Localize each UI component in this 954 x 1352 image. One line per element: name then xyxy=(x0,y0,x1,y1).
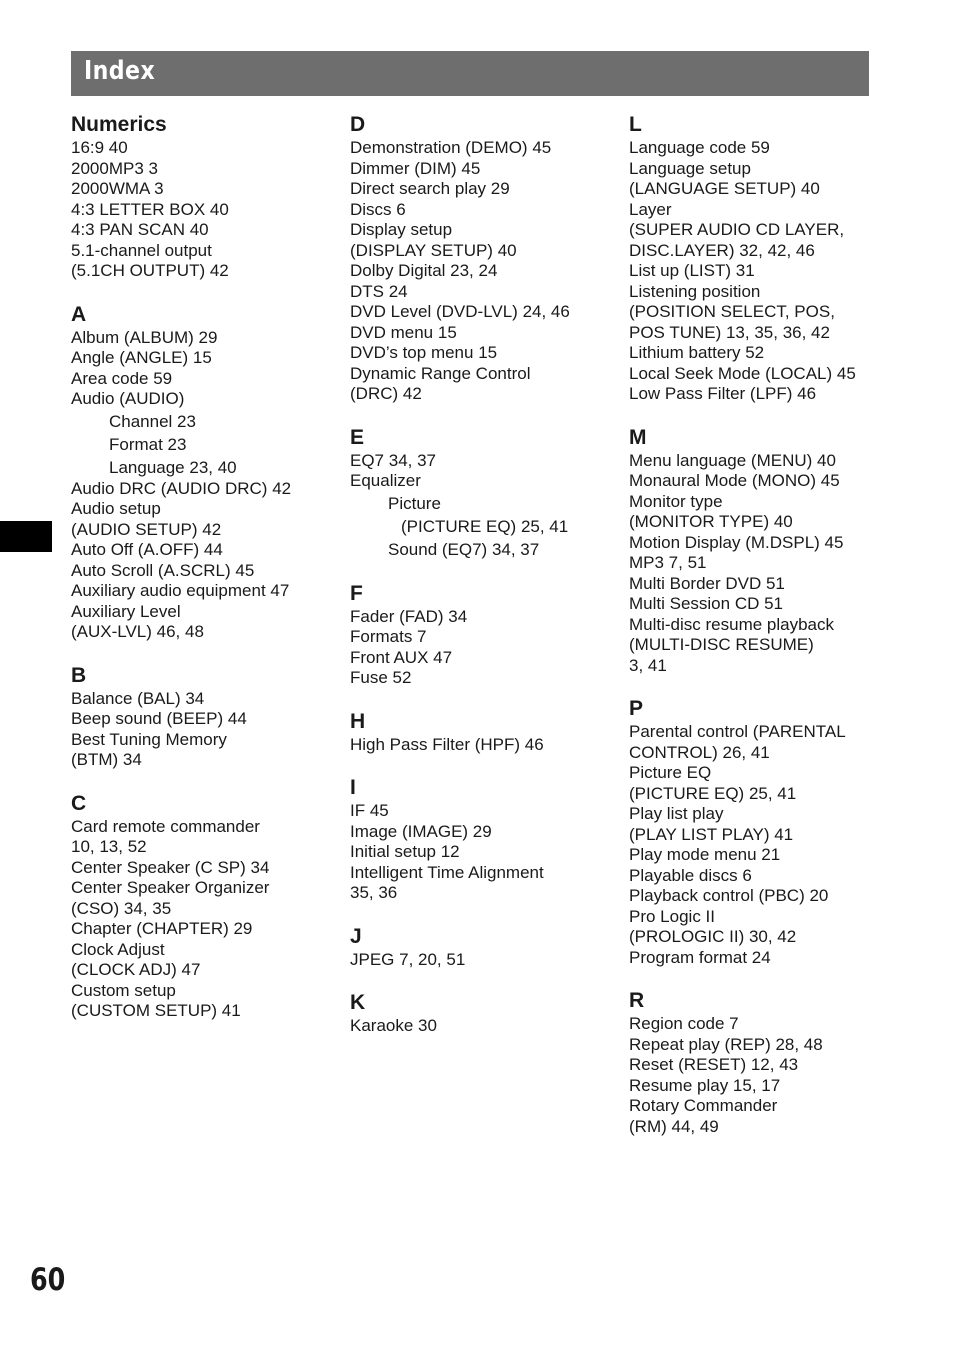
index-entry: (CUSTOM SETUP) 41 xyxy=(71,1001,241,1020)
section-heading: L xyxy=(629,113,642,136)
section-heading: H xyxy=(350,709,366,733)
index-entry: 4:3 LETTER BOX 40 xyxy=(71,199,229,219)
index-entry: MP3 7, 51 xyxy=(629,553,707,572)
index-entry: Equalizer xyxy=(350,471,421,490)
index-entry: Center Speaker Organizer xyxy=(71,878,270,897)
section-heading: R xyxy=(629,989,645,1012)
index-entry: Audio setup xyxy=(71,499,161,518)
index-entry: 10, 13, 52 xyxy=(71,837,147,856)
index-entry: DVD Level (DVD-LVL) 24, 46 xyxy=(350,302,570,321)
index-entry: Dynamic Range Control xyxy=(350,363,531,383)
index-entry: Low Pass Filter (LPF) 46 xyxy=(629,384,817,403)
section-heading: F xyxy=(350,581,363,605)
index-entry: Area code 59 xyxy=(71,368,173,388)
index-subentry: Picture xyxy=(388,493,441,513)
index-entry: Listening position xyxy=(629,281,761,301)
index-entry: Region code 7 xyxy=(629,1014,739,1033)
index-entry: Demonstration (DEMO) 45 xyxy=(350,138,552,157)
index-entry: EQ7 34, 37 xyxy=(350,450,437,470)
index-entry: Auto Off (A.OFF) 44 xyxy=(71,540,223,559)
index-entry: Audio DRC (AUDIO DRC) 42 xyxy=(71,478,292,498)
index-entry: Multi Session CD 51 xyxy=(629,594,784,613)
index-entry: Playable discs 6 xyxy=(629,865,752,885)
index-entry: Card remote commander xyxy=(71,816,260,836)
index-entry: Pro Logic II xyxy=(629,906,715,926)
index-entry: Beep sound (BEEP) 44 xyxy=(71,709,247,728)
page-number: 60 xyxy=(30,1262,66,1298)
index-entry: (MONITOR TYPE) 40 xyxy=(629,512,793,531)
index-entry: Formats 7 xyxy=(350,627,427,646)
index-entry: Direct search play 29 xyxy=(350,179,510,198)
index-entry: DTS 24 xyxy=(350,281,408,301)
index-entry: CONTROL) 26, 41 xyxy=(629,742,770,762)
index-section xyxy=(350,112,620,405)
index-entry: Play list play xyxy=(629,804,724,823)
index-entry: Auxiliary audio equipment 47 xyxy=(71,581,290,600)
index-entry: Clock Adjust xyxy=(71,939,165,959)
index-entry: (PROLOGIC II) 30, 42 xyxy=(629,927,797,946)
index-entry: Angle (ANGLE) 15 xyxy=(71,348,212,367)
index-section xyxy=(350,924,620,971)
index-section xyxy=(71,302,341,643)
index-entry: (DRC) 42 xyxy=(350,384,422,403)
index-section xyxy=(350,425,620,561)
index-entry: Display setup xyxy=(350,220,453,239)
index-entry: Multi Border DVD 51 xyxy=(629,573,785,593)
index-entry: (CLOCK ADJ) 47 xyxy=(71,960,201,979)
index-entry: Discs 6 xyxy=(350,199,406,219)
index-subentry: Language 23, 40 xyxy=(109,457,237,477)
index-section xyxy=(71,112,341,282)
index-entry: Multi-disc resume playback xyxy=(629,614,835,634)
index-section xyxy=(71,663,341,771)
index-subentry: (PICTURE EQ) 25, 41 xyxy=(401,516,569,536)
index-section xyxy=(350,990,620,1037)
index-entry: 4:3 PAN SCAN 40 xyxy=(71,220,209,239)
index-entry: Monitor type xyxy=(629,491,723,511)
index-entry: Playback control (PBC) 20 xyxy=(629,886,829,905)
index-section xyxy=(350,775,620,904)
index-entry: High Pass Filter (HPF) 46 xyxy=(350,734,544,754)
section-heading: P xyxy=(629,697,644,720)
index-entry: (LANGUAGE SETUP) 40 xyxy=(629,179,820,198)
index-entry: Reset (RESET) 12, 43 xyxy=(629,1055,799,1074)
index-entry: Lithium battery 52 xyxy=(629,343,765,362)
index-entry: Chapter (CHAPTER) 29 xyxy=(71,919,253,938)
index-entry: (SUPER AUDIO CD LAYER, xyxy=(629,220,845,239)
index-entry: Karaoke 30 xyxy=(350,1016,437,1035)
index-entry: Menu language (MENU) 40 xyxy=(629,450,836,470)
index-entry: DVD’s top menu 15 xyxy=(350,343,498,362)
index-entry: Image (IMAGE) 29 xyxy=(350,821,492,841)
index-entry: Center Speaker (C SP) 34 xyxy=(71,857,270,877)
index-entry: DVD menu 15 xyxy=(350,322,457,342)
index-entry: Album (ALBUM) 29 xyxy=(71,327,218,347)
index-entry: Dimmer (DIM) 45 xyxy=(350,158,481,178)
index-section xyxy=(629,425,879,677)
index-entry: Motion Display (M.DSPL) 45 xyxy=(629,532,844,552)
index-entry: Dolby Digital 23, 24 xyxy=(350,261,498,280)
section-thumb-tab xyxy=(0,521,52,552)
index-entry: Custom setup xyxy=(71,980,176,1000)
index-entry: (CSO) 34, 35 xyxy=(71,898,172,918)
section-heading: E xyxy=(350,425,365,449)
index-entry: (MULTI-DISC RESUME) xyxy=(629,635,814,654)
index-entry: List up (LIST) 31 xyxy=(629,261,755,280)
index-section xyxy=(350,709,620,756)
section-heading: K xyxy=(350,991,366,1014)
index-entry: 2000WMA 3 xyxy=(71,179,164,198)
index-entry: (RM) 44, 49 xyxy=(629,1116,719,1136)
index-entry: (5.1CH OUTPUT) 42 xyxy=(71,261,229,280)
index-subentry: Sound (EQ7) 34, 37 xyxy=(388,539,540,559)
index-entry: Fuse 52 xyxy=(350,668,412,687)
index-entry: 35, 36 xyxy=(350,883,398,902)
index-entry: Picture EQ xyxy=(629,763,712,782)
index-entry: IF 45 xyxy=(350,801,389,820)
index-entry: DISC.LAYER) 32, 42, 46 xyxy=(629,240,815,260)
section-heading: D xyxy=(350,113,366,136)
index-entry: Intelligent Time Alignment xyxy=(350,862,544,882)
index-entry: (PICTURE EQ) 25, 41 xyxy=(629,783,797,803)
index-entry: JPEG 7, 20, 51 xyxy=(350,949,466,969)
index-entry: Resume play 15, 17 xyxy=(629,1075,781,1095)
section-heading: C xyxy=(71,791,87,815)
index-section xyxy=(629,696,879,968)
index-entry: 5.1-channel output xyxy=(71,240,212,260)
index-entry: Repeat play (REP) 28, 48 xyxy=(629,1034,823,1054)
page-title: Index xyxy=(84,56,156,86)
index-entry: Language code 59 xyxy=(629,138,770,157)
index-entry: (DISPLAY SETUP) 40 xyxy=(350,240,517,260)
index-entry: POS TUNE) 13, 35, 36, 42 xyxy=(629,322,830,342)
section-heading: M xyxy=(629,425,647,449)
index-subentry: Format 23 xyxy=(109,434,187,454)
index-section xyxy=(71,791,341,1022)
index-column-2 xyxy=(350,112,620,1057)
index-entry: Language setup xyxy=(629,158,751,178)
index-entry: 16:9 40 xyxy=(71,138,128,157)
index-section xyxy=(350,581,620,689)
index-entry: Local Seek Mode (LOCAL) 45 xyxy=(629,363,856,383)
index-section xyxy=(629,988,879,1137)
index-entry: Rotary Commander xyxy=(629,1096,778,1115)
index-entry: Audio (AUDIO) xyxy=(71,389,185,408)
index-entry: (POSITION SELECT, POS, xyxy=(629,302,835,321)
index-entry: Fader (FAD) 34 xyxy=(350,606,468,626)
index-entry: 2000MP3 3 xyxy=(71,158,158,178)
section-heading: B xyxy=(71,663,87,687)
index-entry: (BTM) 34 xyxy=(71,750,142,769)
index-entry: (AUX-LVL) 46, 48 xyxy=(71,622,204,641)
index-entry: Auxiliary Level xyxy=(71,601,181,621)
index-entry: Layer xyxy=(629,199,672,219)
section-heading: I xyxy=(350,776,356,799)
index-entry: Auto Scroll (A.SCRL) 45 xyxy=(71,560,255,580)
section-heading: J xyxy=(350,924,362,948)
index-column-1 xyxy=(71,112,341,1042)
index-title-bar xyxy=(71,51,869,96)
index-entry: Best Tuning Memory xyxy=(71,729,227,749)
index-entry: 3, 41 xyxy=(629,655,667,675)
index-entry: Front AUX 47 xyxy=(350,647,453,667)
section-heading: Numerics xyxy=(71,113,167,136)
section-heading: A xyxy=(71,302,87,326)
index-entry: Parental control (PARENTAL xyxy=(629,722,846,741)
index-entry: (AUDIO SETUP) 42 xyxy=(71,519,222,539)
index-entry: Program format 24 xyxy=(629,947,771,967)
index-column-3 xyxy=(629,112,879,1157)
index-entry: Monaural Mode (MONO) 45 xyxy=(629,471,840,490)
index-entry: Play mode menu 21 xyxy=(629,845,781,864)
index-section xyxy=(629,112,879,405)
index-subentry: Channel 23 xyxy=(109,411,196,431)
index-entry: Initial setup 12 xyxy=(350,842,460,861)
index-entry: Balance (BAL) 34 xyxy=(71,688,205,708)
index-entry: (PLAY LIST PLAY) 41 xyxy=(629,824,794,844)
